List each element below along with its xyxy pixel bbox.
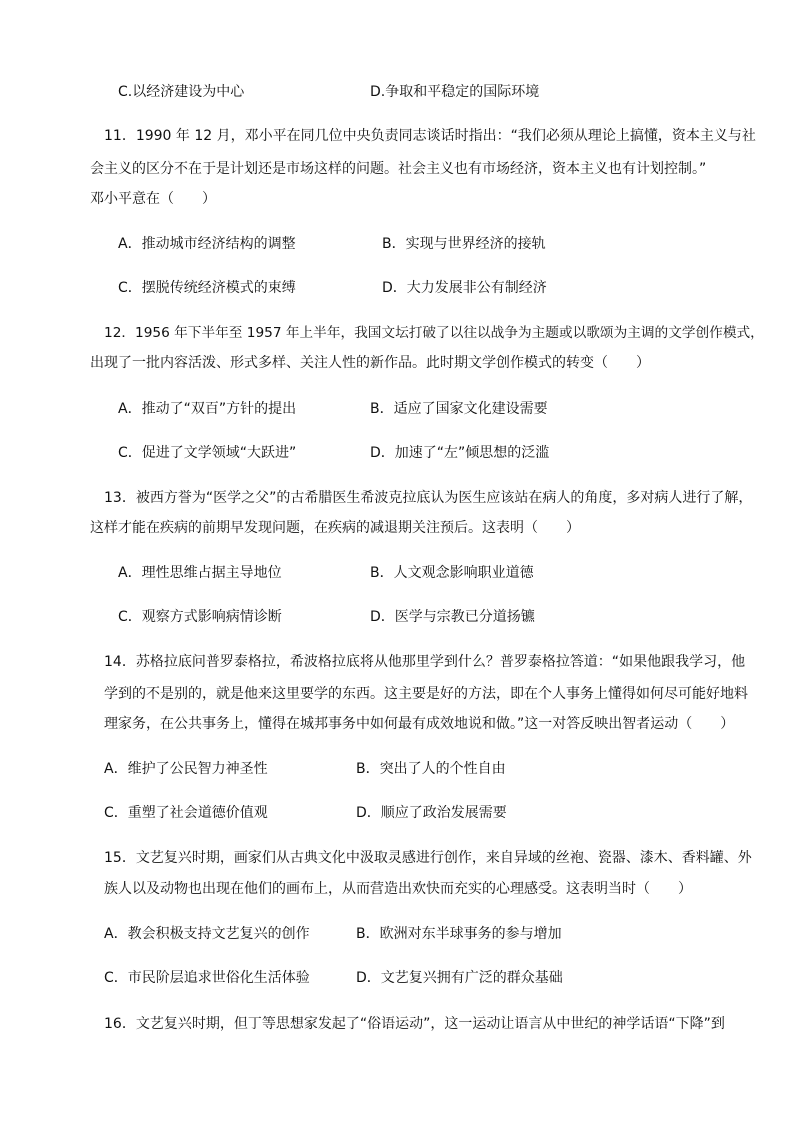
q10-option-c: C.以经济建设为中心 [118, 84, 245, 100]
q11-stem-line2: 会主义的区分不在于是计划还是市场这样的问题。社会主义也有市场经济，资本主义也有计划控制。” [90, 161, 707, 177]
q15-option-b: B．欧洲对东半球事务的参与增加 [356, 926, 562, 942]
q14-option-a: A．维护了公民智力神圣性 [104, 761, 268, 777]
q15-option-c: C．市民阶层追求世俗化生活体验 [104, 970, 310, 986]
q14-stem-line2: 学到的不是别的，就是他来这里要学的东西。这主要是好的方法，即在个人事务上懂得如何尽可能好地料 [104, 686, 748, 702]
q13-option-a: A．理性思维占据主导地位 [118, 565, 282, 581]
q14-option-d: D．顺应了政治发展需要 [356, 805, 507, 821]
q12-option-b: B．适应了国家文化建设需要 [370, 401, 548, 417]
q14-stem-line3: 理家务，在公共事务上，懂得在城邦事务中如何最有成效地说和做。”这一对答反映出智者运动（ ） [104, 716, 735, 732]
q13-option-d: D．医学与宗教已分道扬镳 [370, 609, 535, 625]
q15-stem-line2: 族人以及动物也出现在他们的画布上，从而营造出欢快而充实的心理感受。这表明当时（ ） [104, 881, 692, 897]
q16-stem-line1: 16．文艺复兴时期，但丁等思想家发起了“俗语运动”，这一运动让语言从中世纪的神学话语“下降”到 [104, 1016, 725, 1032]
q13-option-b: B．人文观念影响职业道德 [370, 565, 534, 581]
q12-stem-line1: 12．1956 年下半年至 1957 年上半年，我国文坛打破了以往以战争为主题或以歌颂为主调的文学创作模式， [104, 325, 764, 341]
q14-option-b: B．突出了人的个性自由 [356, 761, 506, 777]
q10-option-d: D.争取和平稳定的国际环境 [370, 84, 540, 100]
q15-stem-line1: 15．文艺复兴时期，画家们从古典文化中汲取灵感进行创作，来自异域的丝袍、瓷器、漆木、香料罐、外 [104, 850, 752, 866]
q11-option-a: A．推动城市经济结构的调整 [118, 236, 296, 252]
q11-option-d: D．大力发展非公有制经济 [382, 280, 547, 296]
q11-stem-line3: 邓小平意在（ ） [90, 191, 216, 207]
q11-option-b: B．实现与世界经济的接轨 [382, 236, 546, 252]
q12-stem-line2: 出现了一批内容活泼、形式多样、关注人性的新作品。此时期文学创作模式的转变（ ） [90, 355, 650, 371]
q14-option-c: C．重塑了社会道德价值观 [104, 805, 268, 821]
q12-option-d: D．加速了“左”倾思想的泛滥 [370, 445, 550, 461]
q12-option-a: A．推动了“双百”方针的提出 [118, 401, 297, 417]
q13-stem-line2: 这样才能在疾病的前期早发现问题，在疾病的减退期关注预后。这表明（ ） [90, 520, 580, 536]
q11-stem-line1: 11．1990 年 12 月，邓小平在同几位中央负责同志谈话时指出：“我们必须从理论上搞懂，资本主义与社 [104, 128, 756, 144]
q14-stem-line1: 14．苏格拉底问普罗泰格拉，希波格拉底将从他那里学到什么？普罗泰格拉答道：“如果他跟我学习，他 [104, 654, 746, 670]
q13-option-c: C．观察方式影响病情诊断 [118, 609, 282, 625]
q11-option-c: C．摆脱传统经济模式的束缚 [118, 280, 296, 296]
q12-option-c: C．促进了文学领域“大跃进” [118, 445, 297, 461]
q15-option-a: A．教会积极支持文艺复兴的创作 [104, 926, 310, 942]
q13-stem-line1: 13．被西方誉为“医学之父”的古希腊医生希波克拉底认为医生应该站在病人的角度，多对病人进行了解， [104, 490, 753, 506]
q15-option-d: D．文艺复兴拥有广泛的群众基础 [356, 970, 563, 986]
